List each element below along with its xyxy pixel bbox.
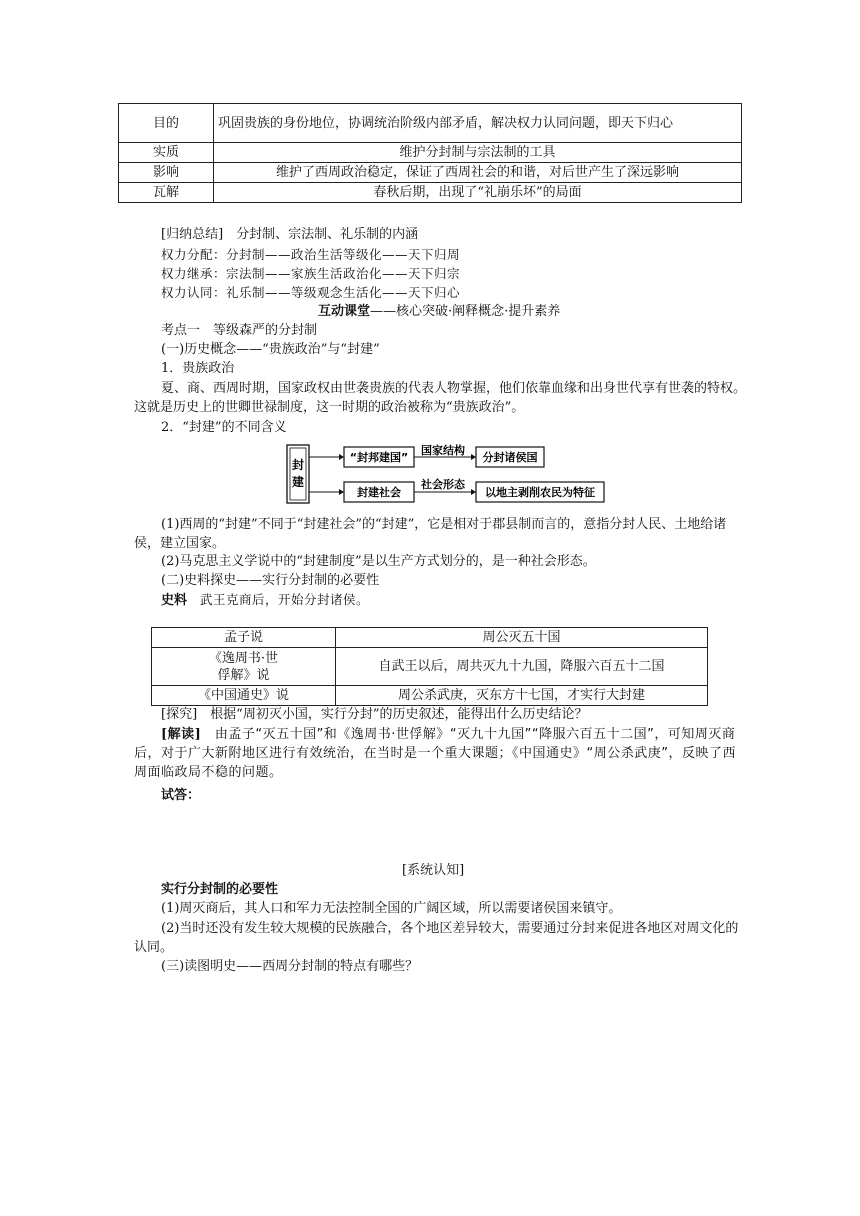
concept-table bbox=[118, 103, 742, 203]
shiliao-text: 武王克商后，开始分封诸侯。 bbox=[200, 592, 370, 607]
shiliao-label: 史料 bbox=[161, 593, 188, 608]
source-cell: 《中国通史》说 bbox=[152, 686, 336, 706]
svg-text:以地主剥削农民为特征: 以地主剥削农民为特征 bbox=[485, 486, 595, 499]
root-label-1: 封建 bbox=[291, 458, 305, 489]
row-label: 实质 bbox=[119, 143, 214, 163]
row-content: 维护分封制与宗法制的工具 bbox=[214, 143, 742, 163]
summary-line: 权力分配：分封制——政治生活等级化——天下归周 bbox=[161, 247, 461, 262]
row-label: 目的 bbox=[119, 104, 214, 143]
svg-text:社会形态: 社会形态 bbox=[421, 478, 465, 491]
svg-text:分封诸侯国: 分封诸侯国 bbox=[482, 451, 538, 464]
row-content: 维护了西周政治稳定，保证了西周社会的和谐，对后世产生了深远影响 bbox=[214, 163, 742, 183]
shiliao bbox=[161, 591, 369, 610]
row-content: 巩固贵族的身份地位，协调统治阶级内部矛盾，解决权力认同问题，即天下归心 bbox=[214, 104, 742, 143]
explore-title: (二)史料探史——实行分封制的必要性 bbox=[161, 573, 380, 588]
table-row bbox=[119, 104, 742, 143]
row-content: 春秋后期，出现了“礼崩乐坏”的局面 bbox=[214, 183, 742, 203]
note2: (2)马克思主义学说中的“封建制度”是以生产方式划分的，是一种社会形态。 bbox=[161, 554, 596, 569]
item1-text: 夏、商、西周时期，国家政权由世袭贵族的代表人物掌握，他们依靠血缘和出身世代享有世袭的特权。这就是历史上的世卿世禄制度，这一时期的政治被称为“贵族政治”。 bbox=[134, 381, 747, 415]
table-row bbox=[119, 183, 742, 203]
table-row bbox=[152, 628, 708, 648]
nec1: (1)周灭商后，其人口和军力无法控制全国的广阔区域，所以需要诸侯国来镇守。 bbox=[161, 901, 622, 916]
jiedu: [解读] 由孟子“灭五十国”和《逸周书·世俘解》“灭九十九国”“降服六百五十二国”，可知周灭商后，对于广大新附地区进行有效统治，在当时是一个重大课题；《中国通史》“周公杀武庚”，反映了西周面临政局不稳的问题。 bbox=[134, 727, 736, 780]
feudal-diagram bbox=[280, 440, 610, 508]
kaodian-title: 考点一 等级森严的分封制 bbox=[161, 323, 318, 338]
row-label: 影响 bbox=[119, 163, 214, 183]
summary-line: 权力认同：礼乐制——等级观念生活化——天下归心 bbox=[161, 285, 461, 300]
row-label: 瓦解 bbox=[119, 183, 214, 203]
table-row bbox=[152, 648, 708, 686]
item2-title: 2．“封建”的不同含义 bbox=[161, 420, 287, 435]
summary-line: 权力继承：宗法制——家族生活政治化——天下归宗 bbox=[161, 266, 461, 281]
section-title: 互动课堂——核心突破·阐释概念·提升素养 bbox=[318, 304, 561, 319]
svg-text:国家结构: 国家结构 bbox=[421, 444, 465, 457]
svg-text:封建社会: 封建社会 bbox=[357, 486, 401, 499]
source-cell: 孟子说 bbox=[152, 628, 336, 648]
nec2: (2)当时还没有发生较大规模的民族融合，各个地区差异较大，需要通过分封来促进各地区对周文化的认同。 bbox=[134, 921, 739, 955]
read-map-title: (三)读图明史——西周分封制的特点有哪些？ bbox=[161, 959, 419, 974]
table-row bbox=[152, 686, 708, 706]
table-row bbox=[119, 163, 742, 183]
svg-text:“封邦建国”: “封邦建国” bbox=[349, 451, 409, 464]
item1-title: 1．贵族政治 bbox=[161, 361, 235, 376]
source-cell: 《逸周书·世 俘解》说 bbox=[152, 648, 336, 686]
summary-heading: [归纳总结] 分封制、宗法制、礼乐制的内涵 bbox=[161, 227, 419, 242]
necessity-title: 实行分封制的必要性 bbox=[161, 882, 279, 897]
tanjiu: [探究] 根据“周初灭小国，实行分封”的历史叙述，能得出什么历史结论？ bbox=[161, 707, 588, 722]
concept-title: (一)历史概念——“贵族政治”与“封建” bbox=[161, 342, 380, 357]
content-cell: 周公灭五十国 bbox=[336, 628, 708, 648]
content-cell: 自武王以后，周共灭九十九国，降服六百五十二国 bbox=[336, 648, 708, 686]
content-cell: 周公杀武庚，灭东方十七国，才实行大封建 bbox=[336, 686, 708, 706]
note1: (1)西周的“封建”不同于“封建社会”的“封建”，它是相对于郡县制而言的，意指分封人民、土地给诸侯，建立国家。 bbox=[134, 517, 727, 551]
source-table bbox=[151, 627, 708, 706]
shida-label: 试答： bbox=[161, 788, 201, 803]
table-row bbox=[119, 143, 742, 163]
xitong-label: [系统认知] bbox=[402, 863, 465, 878]
